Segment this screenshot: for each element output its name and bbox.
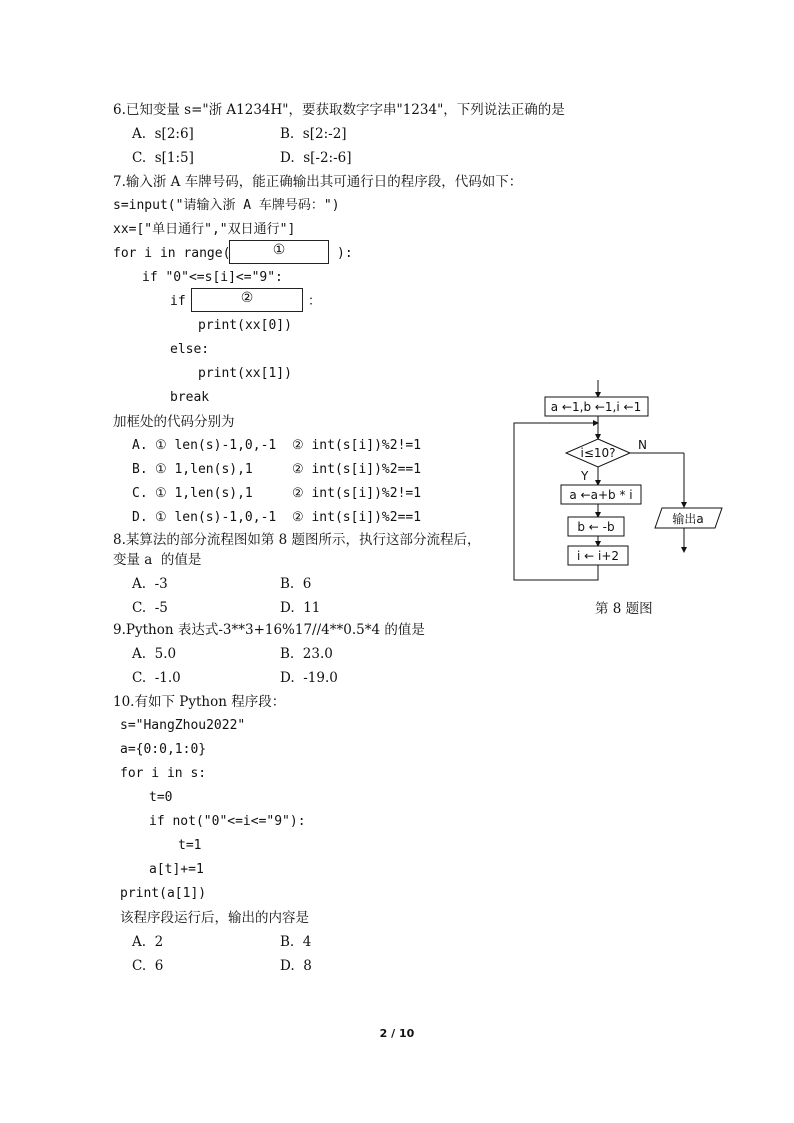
q7-stem: 7.输入浙 A 车牌号码，能正确输出其可通行日的程序段，代码如下：	[113, 174, 523, 190]
q8-option-a: A. -3	[132, 576, 168, 592]
q10-code-line-7: a[t]+=1	[149, 862, 204, 877]
q10-code-line-6: t=1	[178, 838, 202, 853]
q7-option-a-part1: ① len(s)-1,0,-1	[155, 438, 277, 453]
q10-option-b: B. 4	[280, 934, 312, 950]
q8-option-d: D. 11	[280, 600, 321, 616]
flow-output-text: 输出a	[672, 512, 704, 526]
q7-code-line-3-end: ):	[337, 246, 353, 261]
q10-code-line-5: if not("0"<=i<="9"):	[149, 814, 306, 829]
flow-yes-label: Y	[581, 469, 589, 483]
q10-code-line-4: t=0	[149, 790, 173, 805]
q7-option-c-letter: C.	[132, 486, 148, 501]
q7-option-a-letter: A.	[132, 438, 148, 453]
q7-option-d-letter: D.	[132, 510, 148, 525]
q9-stem: 9.Python 表达式-3**3+16%17//4**0.5*4 的值是	[113, 622, 425, 638]
q10-option-d: D. 8	[280, 958, 312, 974]
q8-option-c: C. -5	[132, 600, 168, 616]
q8-option-b: B. 6	[280, 576, 312, 592]
q7-code-line-5-end: ：	[308, 294, 322, 309]
q7-blank-2-box: ②	[191, 288, 303, 312]
q7-code-line-1: s=input("请输入浙 A 车牌号码：")	[113, 198, 340, 213]
q7-option-b-part2: ② int(s[i])%2==1	[292, 462, 422, 477]
q10-code-line-8: print(a[1])	[120, 886, 207, 901]
q6-option-c: C. s[1:5]	[132, 150, 194, 166]
flow-no-label: N	[638, 438, 647, 452]
q9-option-a: A. 5.0	[132, 646, 177, 662]
q10-prompt: 该程序段运行后，输出的内容是	[120, 910, 309, 926]
q7-code-line-4: if "0"<=s[i]<="9":	[142, 270, 283, 285]
q7-option-a-part2: ② int(s[i])%2!=1	[292, 438, 422, 453]
q10-code-line-3: for i in s:	[120, 766, 207, 781]
q7-code-line-8: print(xx[1])	[198, 366, 292, 381]
flow-step3-text: i ← i+2	[576, 549, 620, 563]
q9-option-d: D. -19.0	[280, 670, 338, 686]
q6-option-a: A. s[2:6]	[132, 126, 194, 142]
flow-condition-text: i≤10?	[580, 446, 616, 460]
q10-code-line-1: s="HangZhou2022"	[120, 718, 246, 733]
q8-stem-line-1: 8.某算法的部分流程图如第 8 题图所示，执行这部分流程后，	[113, 532, 481, 548]
q7-code-line-9: break	[170, 390, 210, 405]
q9-option-c: C. -1.0	[132, 670, 181, 686]
q7-option-b-letter: B.	[132, 462, 148, 477]
q10-option-c: C. 6	[132, 958, 164, 974]
q7-option-d-part2: ② int(s[i])%2==1	[292, 510, 422, 525]
q8-flowchart	[500, 370, 740, 590]
q7-option-d-part1: ① len(s)-1,0,-1	[155, 510, 277, 525]
q7-code-line-3: for i in range(	[113, 246, 231, 261]
q7-code-line-2: xx=["单日通行","双日通行"]	[113, 222, 296, 237]
flow-step2-text: b ← -b	[577, 520, 615, 534]
q6-option-b: B. s[2:-2]	[280, 126, 347, 142]
q7-code-line-7: else:	[170, 342, 210, 357]
flow-init-text: a ←1,b ←1,i ←1	[550, 400, 642, 414]
q8-figure-caption: 第 8 题图	[595, 601, 653, 617]
q7-option-b-part1: ① 1,len(s),1	[155, 462, 253, 477]
q8-stem-line-2: 变量 a 的值是	[113, 552, 202, 568]
q9-option-b: B. 23.0	[280, 646, 333, 662]
q10-code-line-2: a={0:0,1:0}	[120, 742, 207, 757]
q7-code-line-6: print(xx[0])	[198, 318, 292, 333]
q7-prompt: 加框处的代码分别为	[113, 414, 235, 430]
q7-code-line-5: if	[170, 294, 186, 309]
q7-blank-1-box: ①	[229, 240, 329, 264]
q10-stem: 10.有如下 Python 程序段：	[113, 694, 286, 710]
flow-step1-text: a ←a+b * i	[569, 488, 633, 502]
q7-option-c-part1: ① 1,len(s),1	[155, 486, 253, 501]
q10-option-a: A. 2	[132, 934, 164, 950]
q6-option-d: D. s[-2:-6]	[280, 150, 352, 166]
q6-stem: 6.已知变量 s="浙 A1234H"，要获取数字字串"1234"，下列说法正确的是	[113, 102, 565, 118]
page-number: 2 / 10	[379, 1027, 415, 1040]
q7-option-c-part2: ② int(s[i])%2!=1	[292, 486, 422, 501]
